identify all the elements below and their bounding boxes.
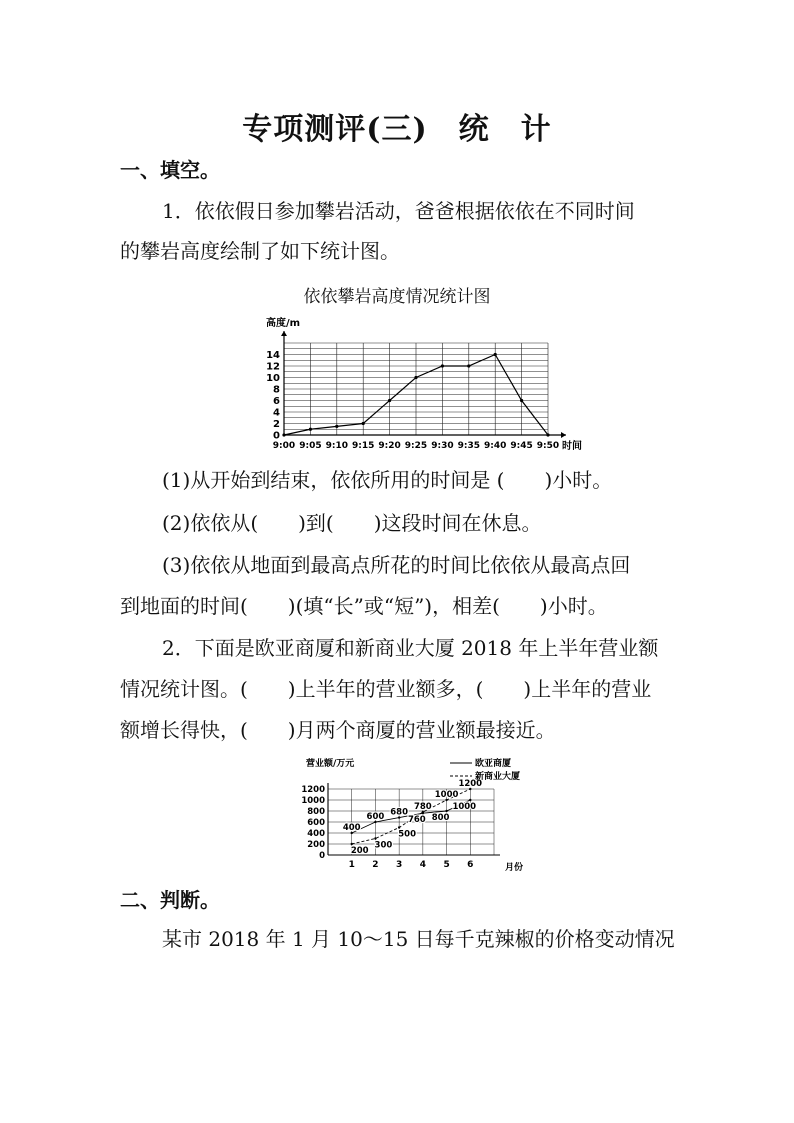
- chart2-y-tick-label: 0: [319, 851, 325, 861]
- chart1-y-tick-label: 2: [273, 419, 280, 430]
- chart2-point: [351, 843, 353, 845]
- chart1-y-tick-label: 12: [266, 361, 280, 373]
- chart1-y-arrow: [281, 331, 287, 336]
- q1-text-line1: 1．依依假日参加攀岩活动，爸爸根据依依在不同时间: [162, 199, 635, 223]
- chart2-y-tick-label: 600: [307, 818, 325, 828]
- chart1-x-tick-label: 9:45: [510, 441, 533, 451]
- chart1-y-tick-label: 4: [273, 407, 280, 419]
- chart2-x-tick-label: 2: [372, 860, 379, 870]
- chart1-point: [362, 422, 365, 425]
- q2-text-line2: 情况统计图。( )上半年的营业额多，( )上半年的营业: [120, 677, 652, 701]
- chart1-y-tick-label: 14: [266, 350, 280, 361]
- chart2-y-tick-label: 200: [307, 840, 325, 850]
- chart1-x-tick-label: 9:00: [272, 441, 296, 451]
- judge-text-line1: 某市 2018 年 1 月 10～15 日每千克辣椒的价格变动情况: [162, 927, 675, 951]
- chart1-point: [467, 364, 470, 367]
- chart2-x-tick-label: 1: [348, 860, 355, 870]
- chart1-point: [335, 425, 338, 428]
- chart2-y-tick-label: 400: [307, 829, 325, 839]
- legend-label-ouya: 欧亚商厦: [475, 759, 512, 769]
- q1-sub2: (2)依依从( )到( )这段时间在休息。: [162, 511, 542, 535]
- sales-revenue-chart: [300, 752, 540, 874]
- chart2-data-label: 680: [390, 807, 409, 818]
- chart1-y-tick-label: 8: [273, 384, 280, 396]
- chart1-grid: [284, 343, 548, 435]
- chart2-data-label: 600: [366, 812, 385, 822]
- chart2-x-tick-label: 5: [443, 860, 450, 870]
- q2-text-line3: 额增长得快，( )月两个商厦的营业额最接近。: [120, 718, 556, 742]
- chart1-axes: [281, 331, 566, 438]
- chart2-x-tick-label: 3: [396, 860, 403, 870]
- chart1-point: [388, 399, 391, 402]
- chart1-x-tick-label: 9:20: [378, 441, 401, 451]
- chart2-y-tick-label: 1200: [301, 785, 325, 795]
- chart2-data-label: 800: [431, 813, 450, 823]
- chart1-point: [441, 364, 444, 367]
- section-judge-heading: 二、判断。: [120, 888, 220, 912]
- chart2-data-label: 500: [398, 829, 417, 840]
- chart1-x-tick-label: 9:10: [325, 441, 348, 451]
- chart1-x-tick-label: 9:35: [457, 441, 480, 451]
- chart2-data-label: 400: [342, 823, 361, 833]
- chart1-x-axis-label: 时间: [562, 441, 582, 452]
- section-fill-blank-heading: 一、填空。: [120, 158, 220, 182]
- chart2-point: [374, 837, 376, 839]
- chart2-data-label: 1000: [434, 790, 459, 800]
- q2-text-line1: 2．下面是欧亚商厦和新商业大厦 2018 年上半年营业额: [162, 636, 659, 660]
- chart1-x-tick-label: 9:25: [404, 441, 428, 451]
- chart2-data-label: 760: [407, 815, 426, 826]
- chart1-y-tick-label: 10: [266, 373, 280, 384]
- chart2-y-ticks: [301, 785, 325, 861]
- chart1-x-tick-label: 9:30: [431, 441, 454, 451]
- chart1-point: [309, 428, 312, 431]
- chart1-x-tick-label: 9:40: [484, 441, 507, 451]
- chart1-x-tick-label: 9:50: [536, 441, 560, 451]
- chart1-x-tick-label: 9:15: [352, 441, 375, 451]
- q1-sub1: (1)从开始到结束，依依所用的时间是 ( )小时。: [162, 468, 613, 492]
- chart2-y-tick-label: 800: [307, 807, 325, 817]
- q1-sub3-line2: 到地面的时间( )(填“长”或“短”)，相差( )小时。: [120, 594, 608, 618]
- chart1-y-axis-label: 高度/m: [266, 318, 301, 329]
- chart2-y-tick-label: 1000: [301, 796, 325, 806]
- chart1-y-tick-label: 6: [273, 396, 280, 407]
- chart1-x-arrow: [561, 432, 566, 438]
- climbing-height-chart: [262, 308, 602, 458]
- chart1-point: [282, 433, 285, 436]
- chart1-point: [546, 433, 549, 436]
- chart1-x-ticks: [273, 441, 559, 451]
- chart2-data-label: 1200: [458, 779, 483, 789]
- chart2-x-ticks: [349, 860, 474, 870]
- chart2-x-tick-label: 4: [419, 860, 426, 870]
- chart1-point: [414, 376, 417, 379]
- chart2-data-label: 300: [374, 840, 393, 851]
- legend-label-xinshangye: 新商业大厦: [475, 772, 521, 782]
- chart2-data-labels: [343, 779, 482, 856]
- chart2-x-tick-label: 6: [467, 860, 474, 870]
- chart2-x-axis-label: 月份: [505, 863, 524, 873]
- page-title: 专项测评(三) 统 计: [242, 112, 552, 147]
- chart2-data-label: 780: [413, 802, 432, 813]
- q1-sub3-line1: (3)依依从地面到最高点所花的时间比依依从最高点回: [162, 553, 631, 577]
- chart2-point: [445, 810, 447, 812]
- chart1-x-tick-label: 9:05: [299, 441, 322, 451]
- chart2-point: [398, 826, 400, 828]
- chart2-point: [469, 799, 471, 801]
- chart1-y-tick-label: 0: [273, 430, 280, 442]
- chart2-data-label: 200: [350, 846, 369, 856]
- chart1-y-ticks: [266, 350, 280, 442]
- chart2-y-axis-label: 营业额/万元: [306, 759, 355, 769]
- chart1-point: [520, 399, 523, 402]
- chart1-point: [494, 353, 497, 356]
- chart2-data-label: 1000: [452, 802, 477, 812]
- q1-text-line2: 的攀岩高度绘制了如下统计图。: [120, 239, 400, 263]
- chart1-title: 依依攀岩高度情况统计图: [303, 287, 491, 307]
